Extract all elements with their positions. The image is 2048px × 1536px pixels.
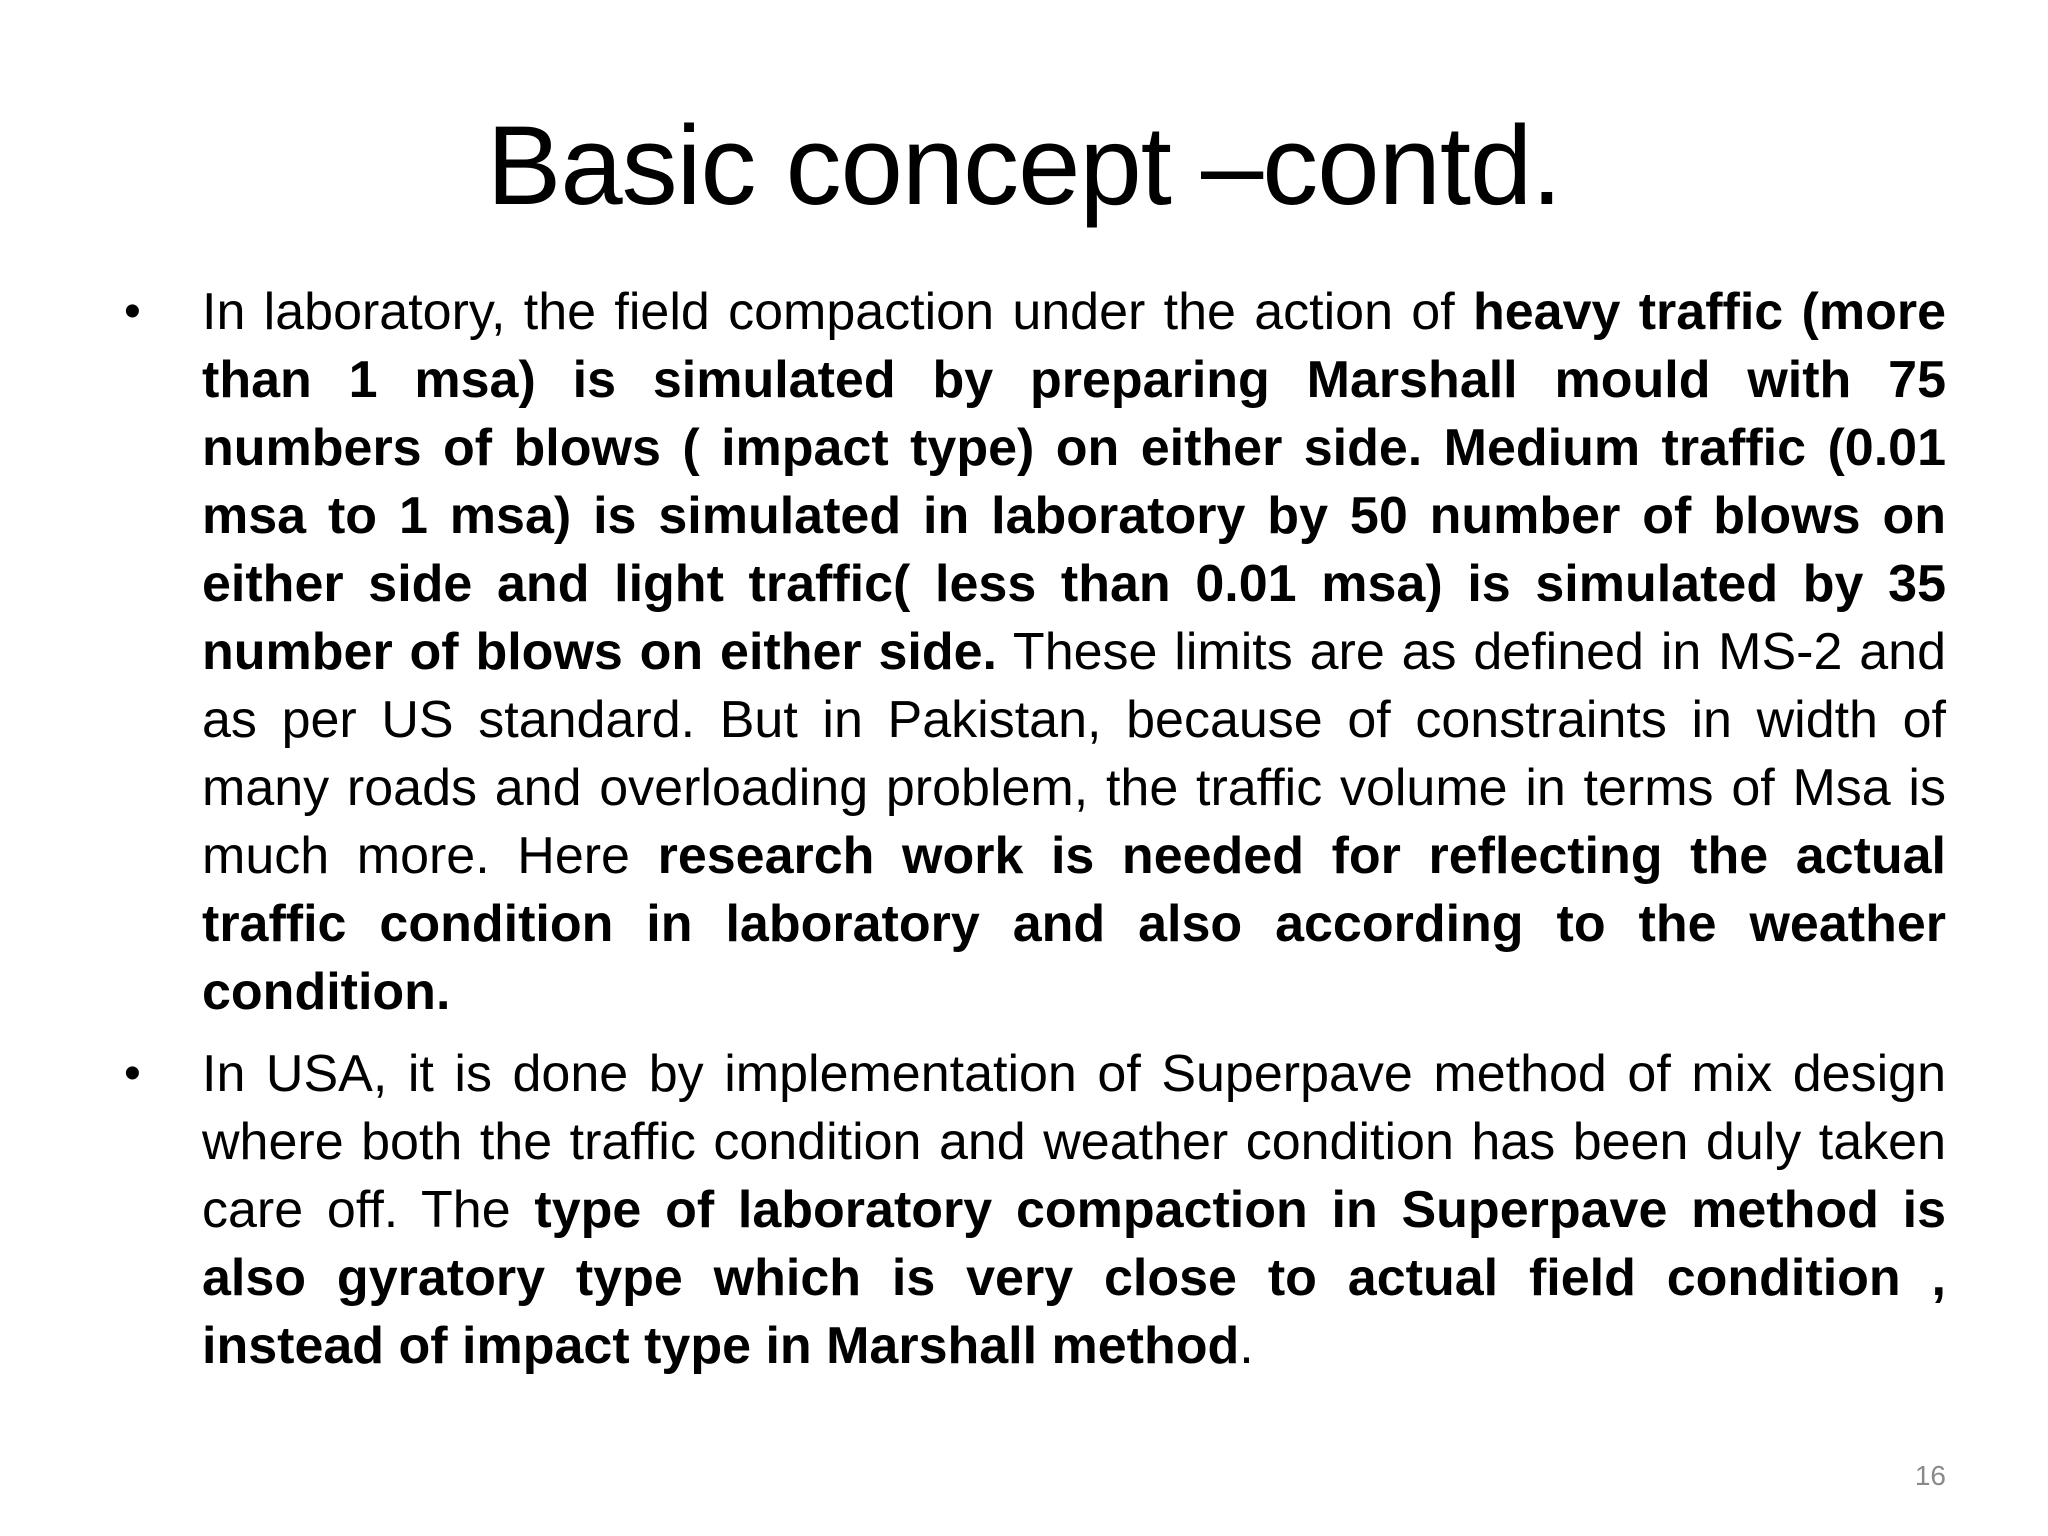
bullet-text-segment-bold: type of laboratory compaction in Superpave method is also gyratory type which is very close to actual field condition , instead of impact type in Marshall method: [202, 1181, 1947, 1375]
slide-title: Basic concept –contd.: [486, 103, 1562, 228]
bullet-item: [120, 278, 1946, 1026]
bullet-list: [120, 278, 1946, 1394]
bullet-item: [120, 1040, 1946, 1380]
bullet-text-segment: These limits are as defined in MS-2 and as per US standard. But in Pakistan, because of constraints in width of many roads and overloading problem, the traffic volume in terms of Msa is much more. Here: [202, 623, 1946, 885]
bullet-text-segment: .: [1239, 1317, 1254, 1375]
bullet-point-icon: •: [124, 285, 141, 338]
bullet-text-segment: In USA, it is done by implementation of Superpave method of mix design where both the traffic condition and weather condition has been duly taken care off. The: [202, 1045, 1946, 1239]
bullet-text-segment-bold: heavy traffic (more than 1 msa) is simulated by preparing Marshall mould with 75 numbers of blows ( impact type) on either side. Medium traffic (0.01 msa to 1 msa) is simulated in laboratory by 50 number of blows on either side and light traffic( less than 0.01 msa) is simulated by 35 number of blows on either side.: [202, 283, 1946, 681]
page-number: 16: [1914, 1460, 1946, 1491]
bullet-text-segment-bold: research work is needed for reflecting the actual traffic condition in laboratory and also according to the weather condition.: [202, 827, 1947, 1021]
bullet-point-icon: •: [124, 1047, 141, 1100]
bullet-text-segment: In laboratory, the field compaction under the action of: [202, 283, 1473, 341]
